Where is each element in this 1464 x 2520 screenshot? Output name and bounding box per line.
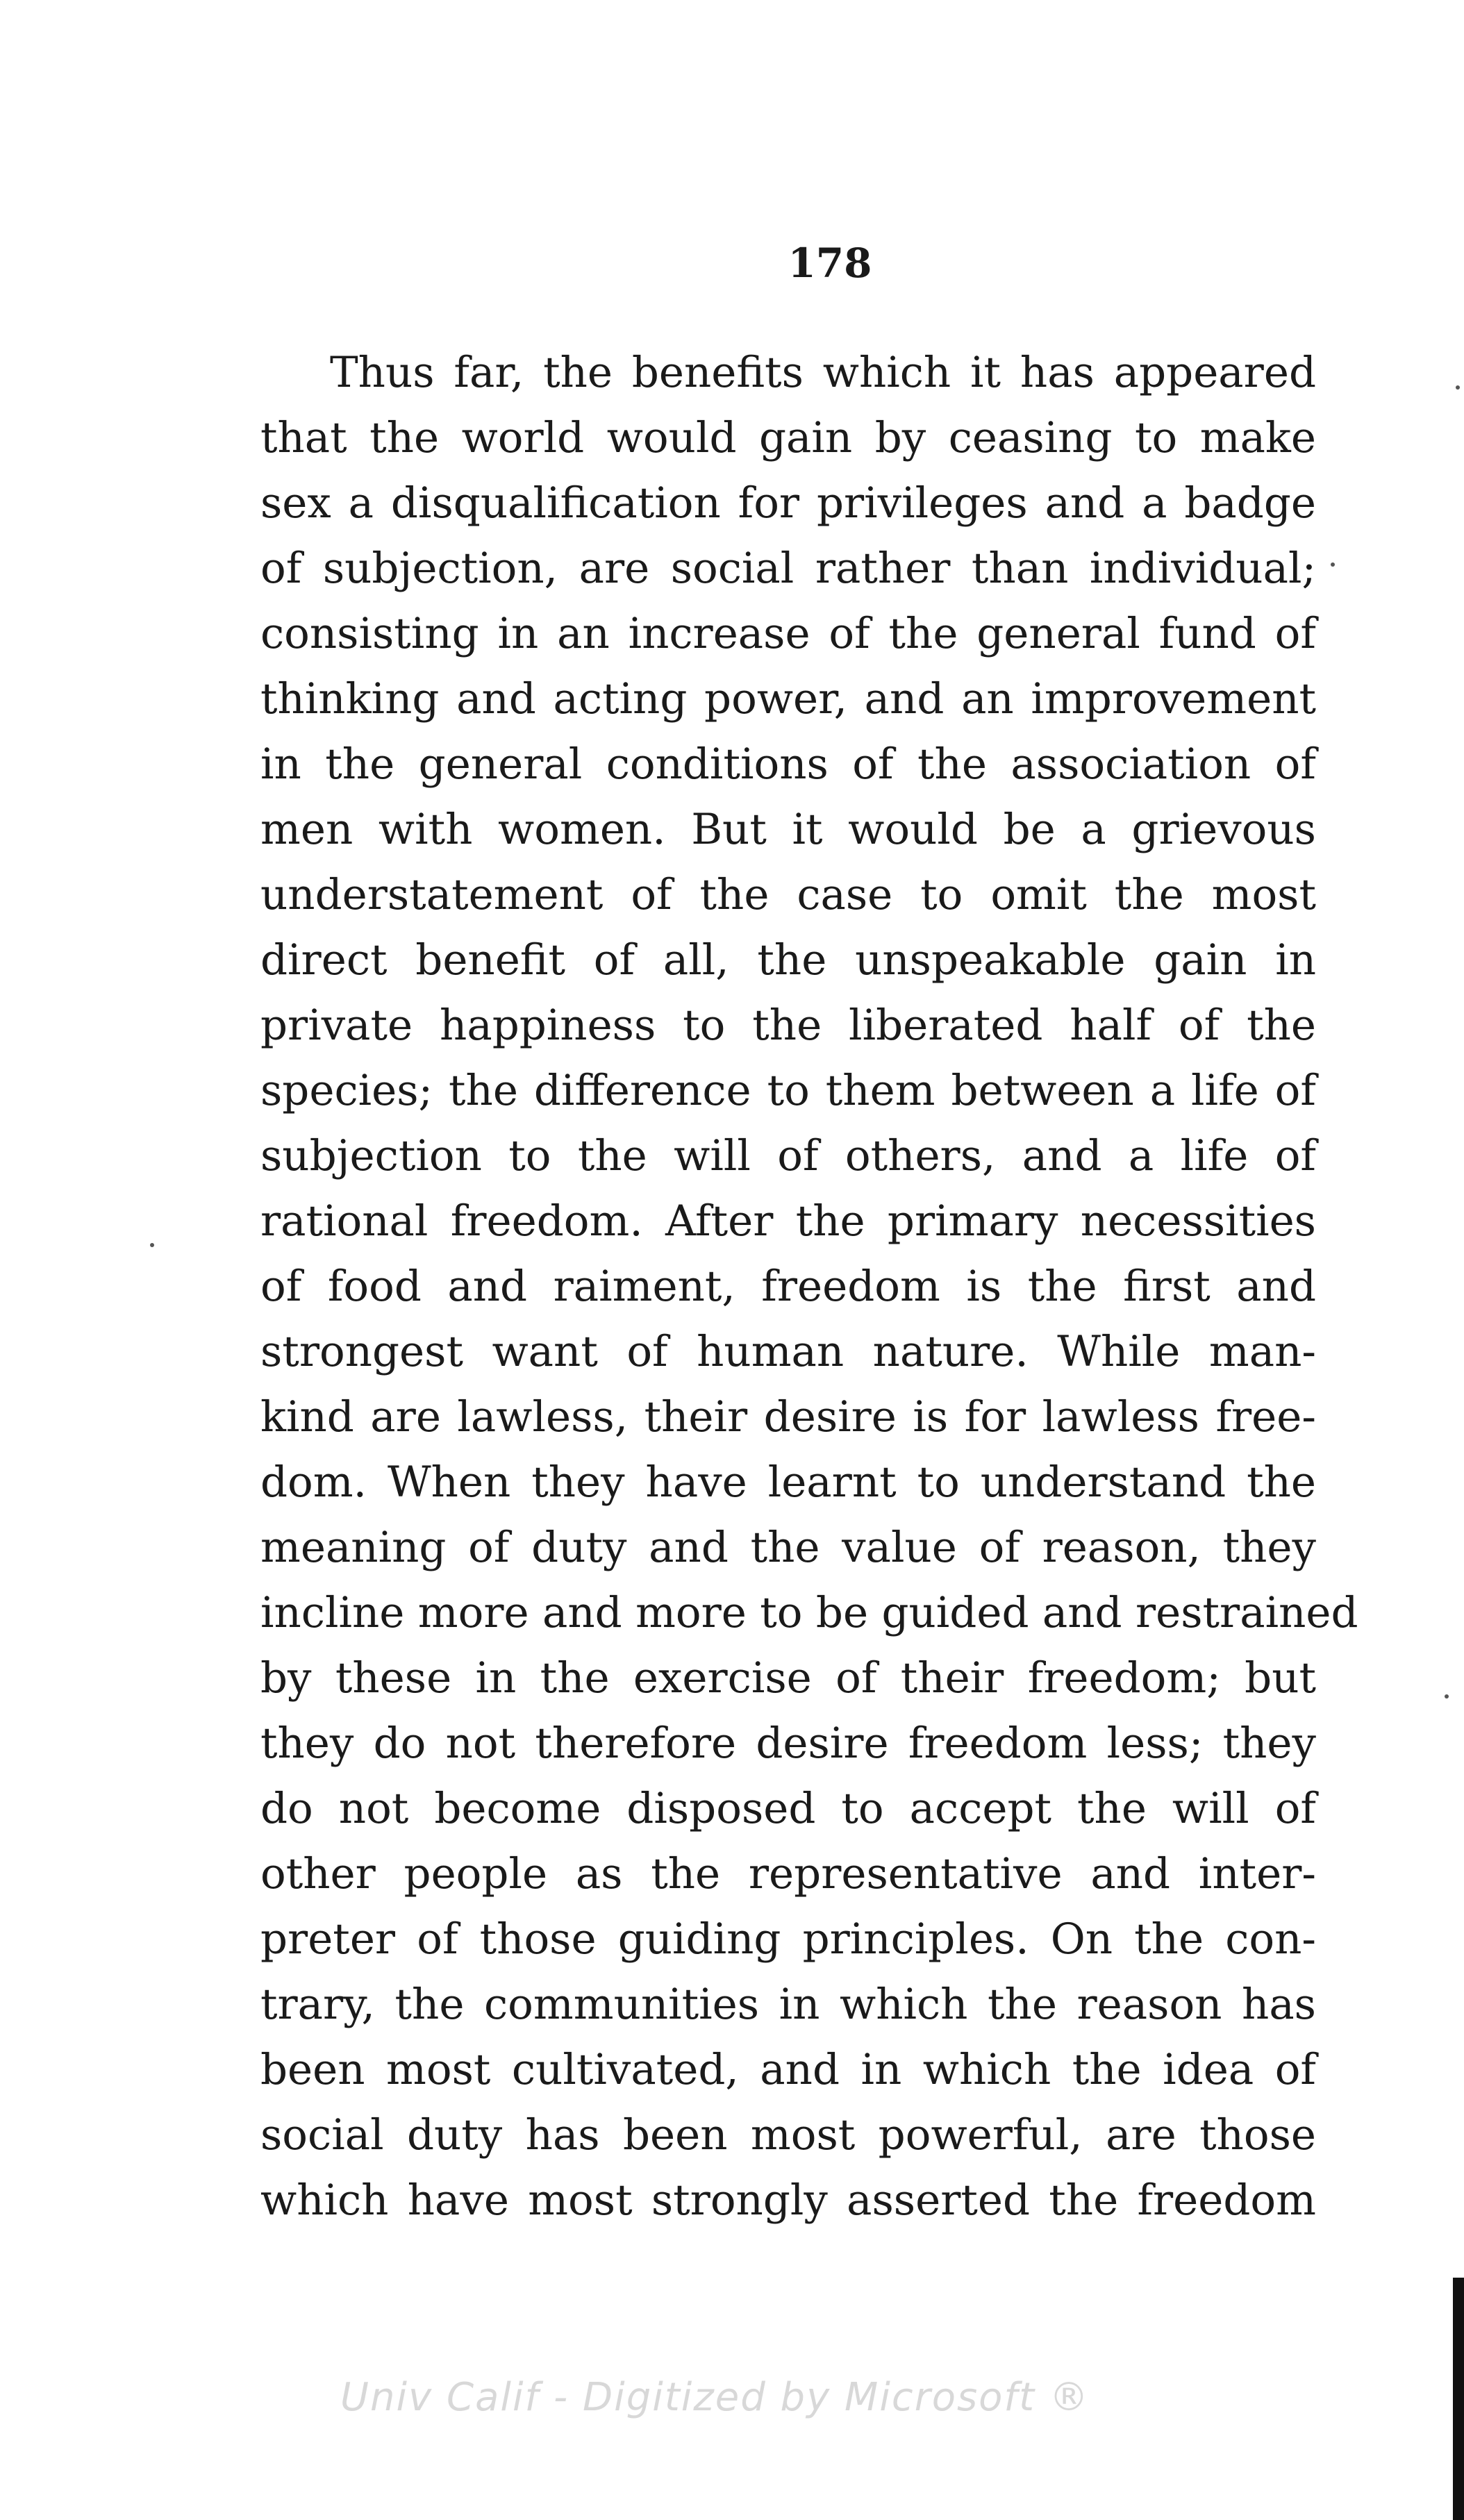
text-line: kind are lawless, their desire is for lawless free- [260, 1392, 1316, 1442]
text-line: other people as the representative and inter- [260, 1849, 1316, 1899]
scan-speck [1331, 562, 1335, 567]
text-line: consisting in an increase of the general fund of [260, 609, 1316, 658]
text-line: strongest want of human nature. While man- [260, 1327, 1316, 1376]
text-line: meaning of duty and the value of reason, they [260, 1523, 1316, 1572]
scan-speck [150, 1243, 154, 1247]
text-line: by these in the exercise of their freedom; but [260, 1653, 1316, 1703]
text-line: private happiness to the liberated half of the [260, 1001, 1316, 1050]
text-line: of subjection, are social rather than individual; [260, 544, 1316, 593]
text-line: of food and raiment, freedom is the first and [260, 1262, 1316, 1311]
text-line: thinking and acting power, and an improvement [260, 674, 1316, 724]
text-line: they do not therefore desire freedom less; they [260, 1719, 1316, 1768]
text-line: do not become disposed to accept the will of [260, 1784, 1316, 1833]
page-edge-shadow [1453, 2278, 1464, 2520]
text-line: dom. When they have learnt to understand the [260, 1458, 1316, 1507]
scan-speck [1445, 1694, 1449, 1699]
scan-speck [1456, 385, 1460, 390]
text-line: social duty has been most powerful, are those [260, 2110, 1316, 2160]
page-number: 178 [788, 240, 872, 287]
text-line: subjection to the will of others, and a life of [260, 1131, 1316, 1180]
text-line: sex a disqualification for privileges and a badge [260, 478, 1316, 528]
text-line: which have most strongly asserted the freedom [260, 2176, 1316, 2225]
text-line: species; the difference to them between a life of [260, 1066, 1316, 1115]
digitization-watermark: Univ Calif - Digitized by Microsoft ® [340, 2375, 1090, 2420]
text-line: direct benefit of all, the unspeakable gain in [260, 935, 1316, 985]
text-line: Thus far, the benefits which it has appeared [330, 348, 1316, 397]
text-line: been most cultivated, and in which the idea of [260, 2045, 1316, 2094]
text-line: in the general conditions of the association of [260, 740, 1316, 789]
text-line: men with women. But it would be a grievous [260, 805, 1316, 854]
text-line: incline more and more to be guided and restrained [260, 1588, 1358, 1637]
text-line: that the world would gain by ceasing to make [260, 413, 1316, 462]
text-line: trary, the communities in which the reason has [260, 1980, 1316, 2029]
body-text [260, 340, 1358, 2233]
text-line: rational freedom. After the primary necessities [260, 1196, 1316, 1246]
text-line: preter of those guiding principles. On the con- [260, 1914, 1316, 1964]
text-line: understatement of the case to omit the most [260, 870, 1316, 919]
